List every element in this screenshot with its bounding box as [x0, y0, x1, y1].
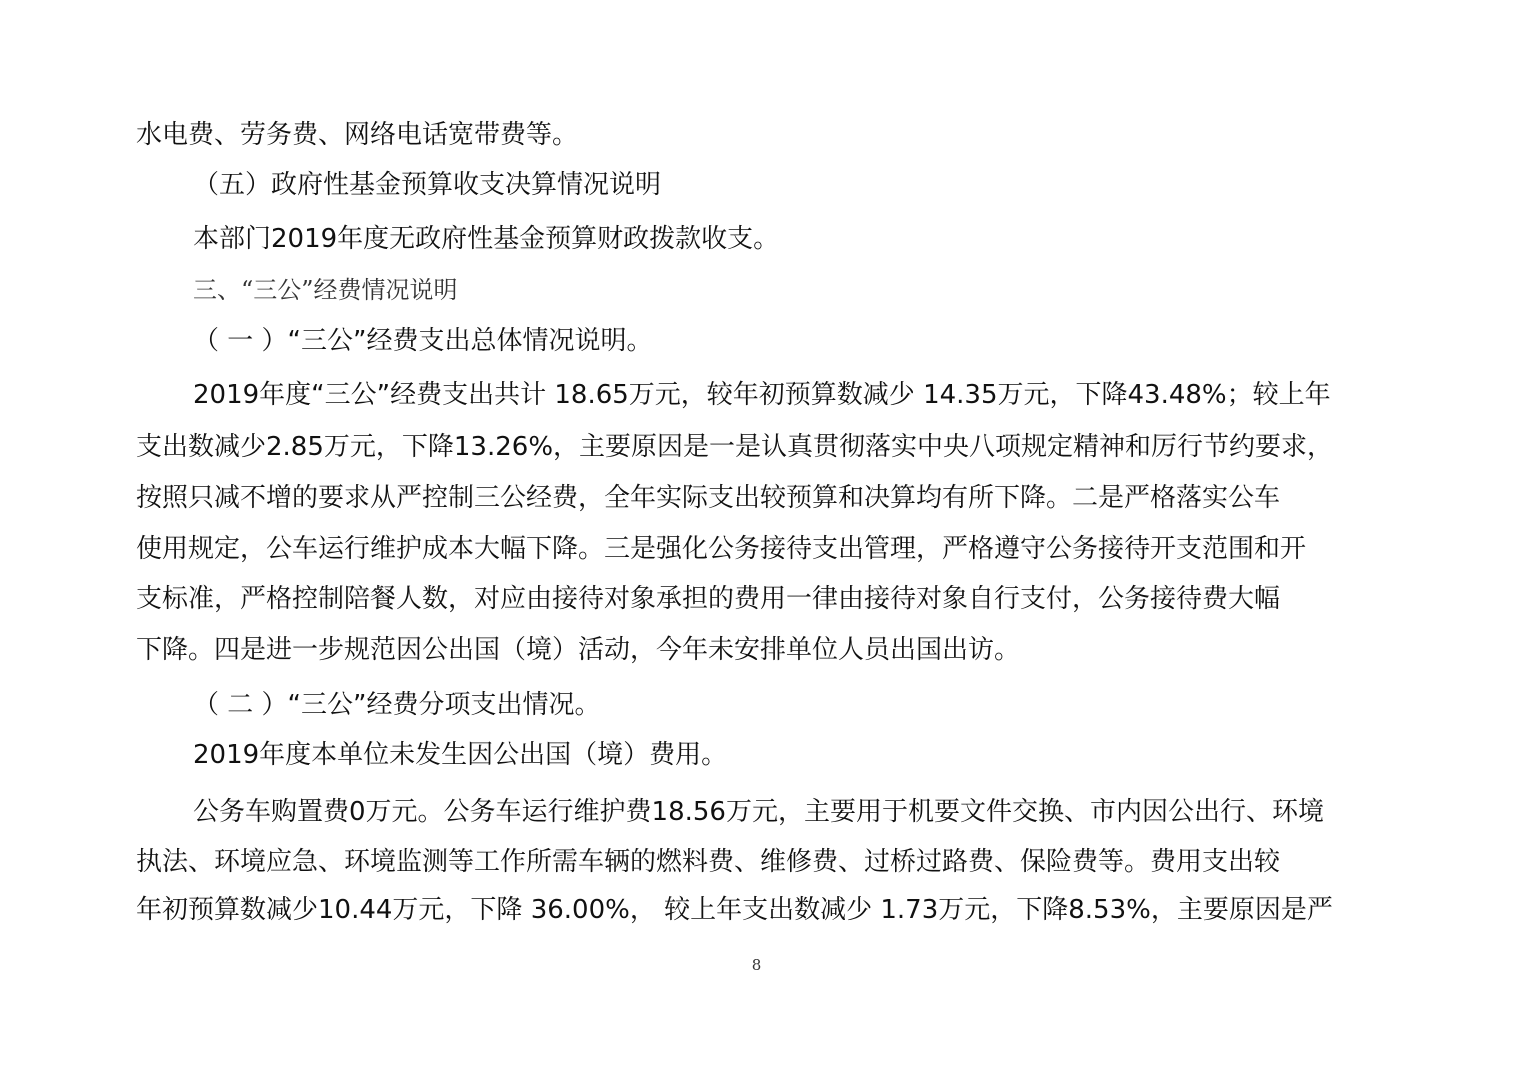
- paragraph-line: 2019年度“三公”经费支出共计 18.65万元，较年初预算数减少 14.35万元，下降43.48%；较上年: [193, 380, 1331, 410]
- paragraph-line: 下降。四是进一步规范因公出国（境）活动，今年未安排单位人员出国出访。: [136, 635, 1021, 665]
- paragraph-line: 支标准，严格控制陪餐人数，对应由接待对象承担的费用一律由接待对象自行支付，公务接待费大幅: [136, 584, 1281, 614]
- paragraph-line: 支出数减少2.85万元，下降13.26%，主要原因是一是认真贯彻落实中央八项规定精神和厉行节约要求，: [136, 432, 1334, 462]
- paragraph-line: 使用规定，公车运行维护成本大幅下降。三是强化公务接待支出管理，严格遵守公务接待开支范围和开: [136, 534, 1307, 564]
- page-number: 8: [751, 956, 762, 974]
- paragraph-line: 执法、环境应急、环境监测等工作所需车辆的燃料费、维修费、过桥过路费、保险费等。费用支出较: [136, 847, 1281, 877]
- paragraph-line: 年初预算数减少10.44万元，下降 36.00%， 较上年支出数减少 1.73万元，下降8.53%，主要原因是严: [136, 895, 1333, 925]
- paragraph-line: 按照只减不增的要求从严控制三公经费，全年实际支出较预算和决算均有所下降。二是严格落实公车: [136, 483, 1281, 513]
- subsection-heading-one: （ 一 ）“三公”经费支出总体情况说明。: [193, 326, 653, 356]
- paragraph-line: 水电费、劳务费、网络电话宽带费等。: [136, 120, 579, 150]
- section-heading-five: （五）政府性基金预算收支决算情况说明: [193, 170, 662, 200]
- subsection-heading-two: （ 二 ）“三公”经费分项支出情况。: [193, 690, 601, 720]
- paragraph-line: 2019年度本单位未发生因公出国（境）费用。: [193, 740, 728, 770]
- paragraph-line: 公务车购置费0万元。公务车运行维护费18.56万元，主要用于机要文件交换、市内因公出行、环境: [193, 797, 1324, 827]
- paragraph-line: 本部门2019年度无政府性基金预算财政拨款收支。: [193, 224, 780, 254]
- section-heading-three: 三、“三公”经费情况说明: [193, 276, 458, 304]
